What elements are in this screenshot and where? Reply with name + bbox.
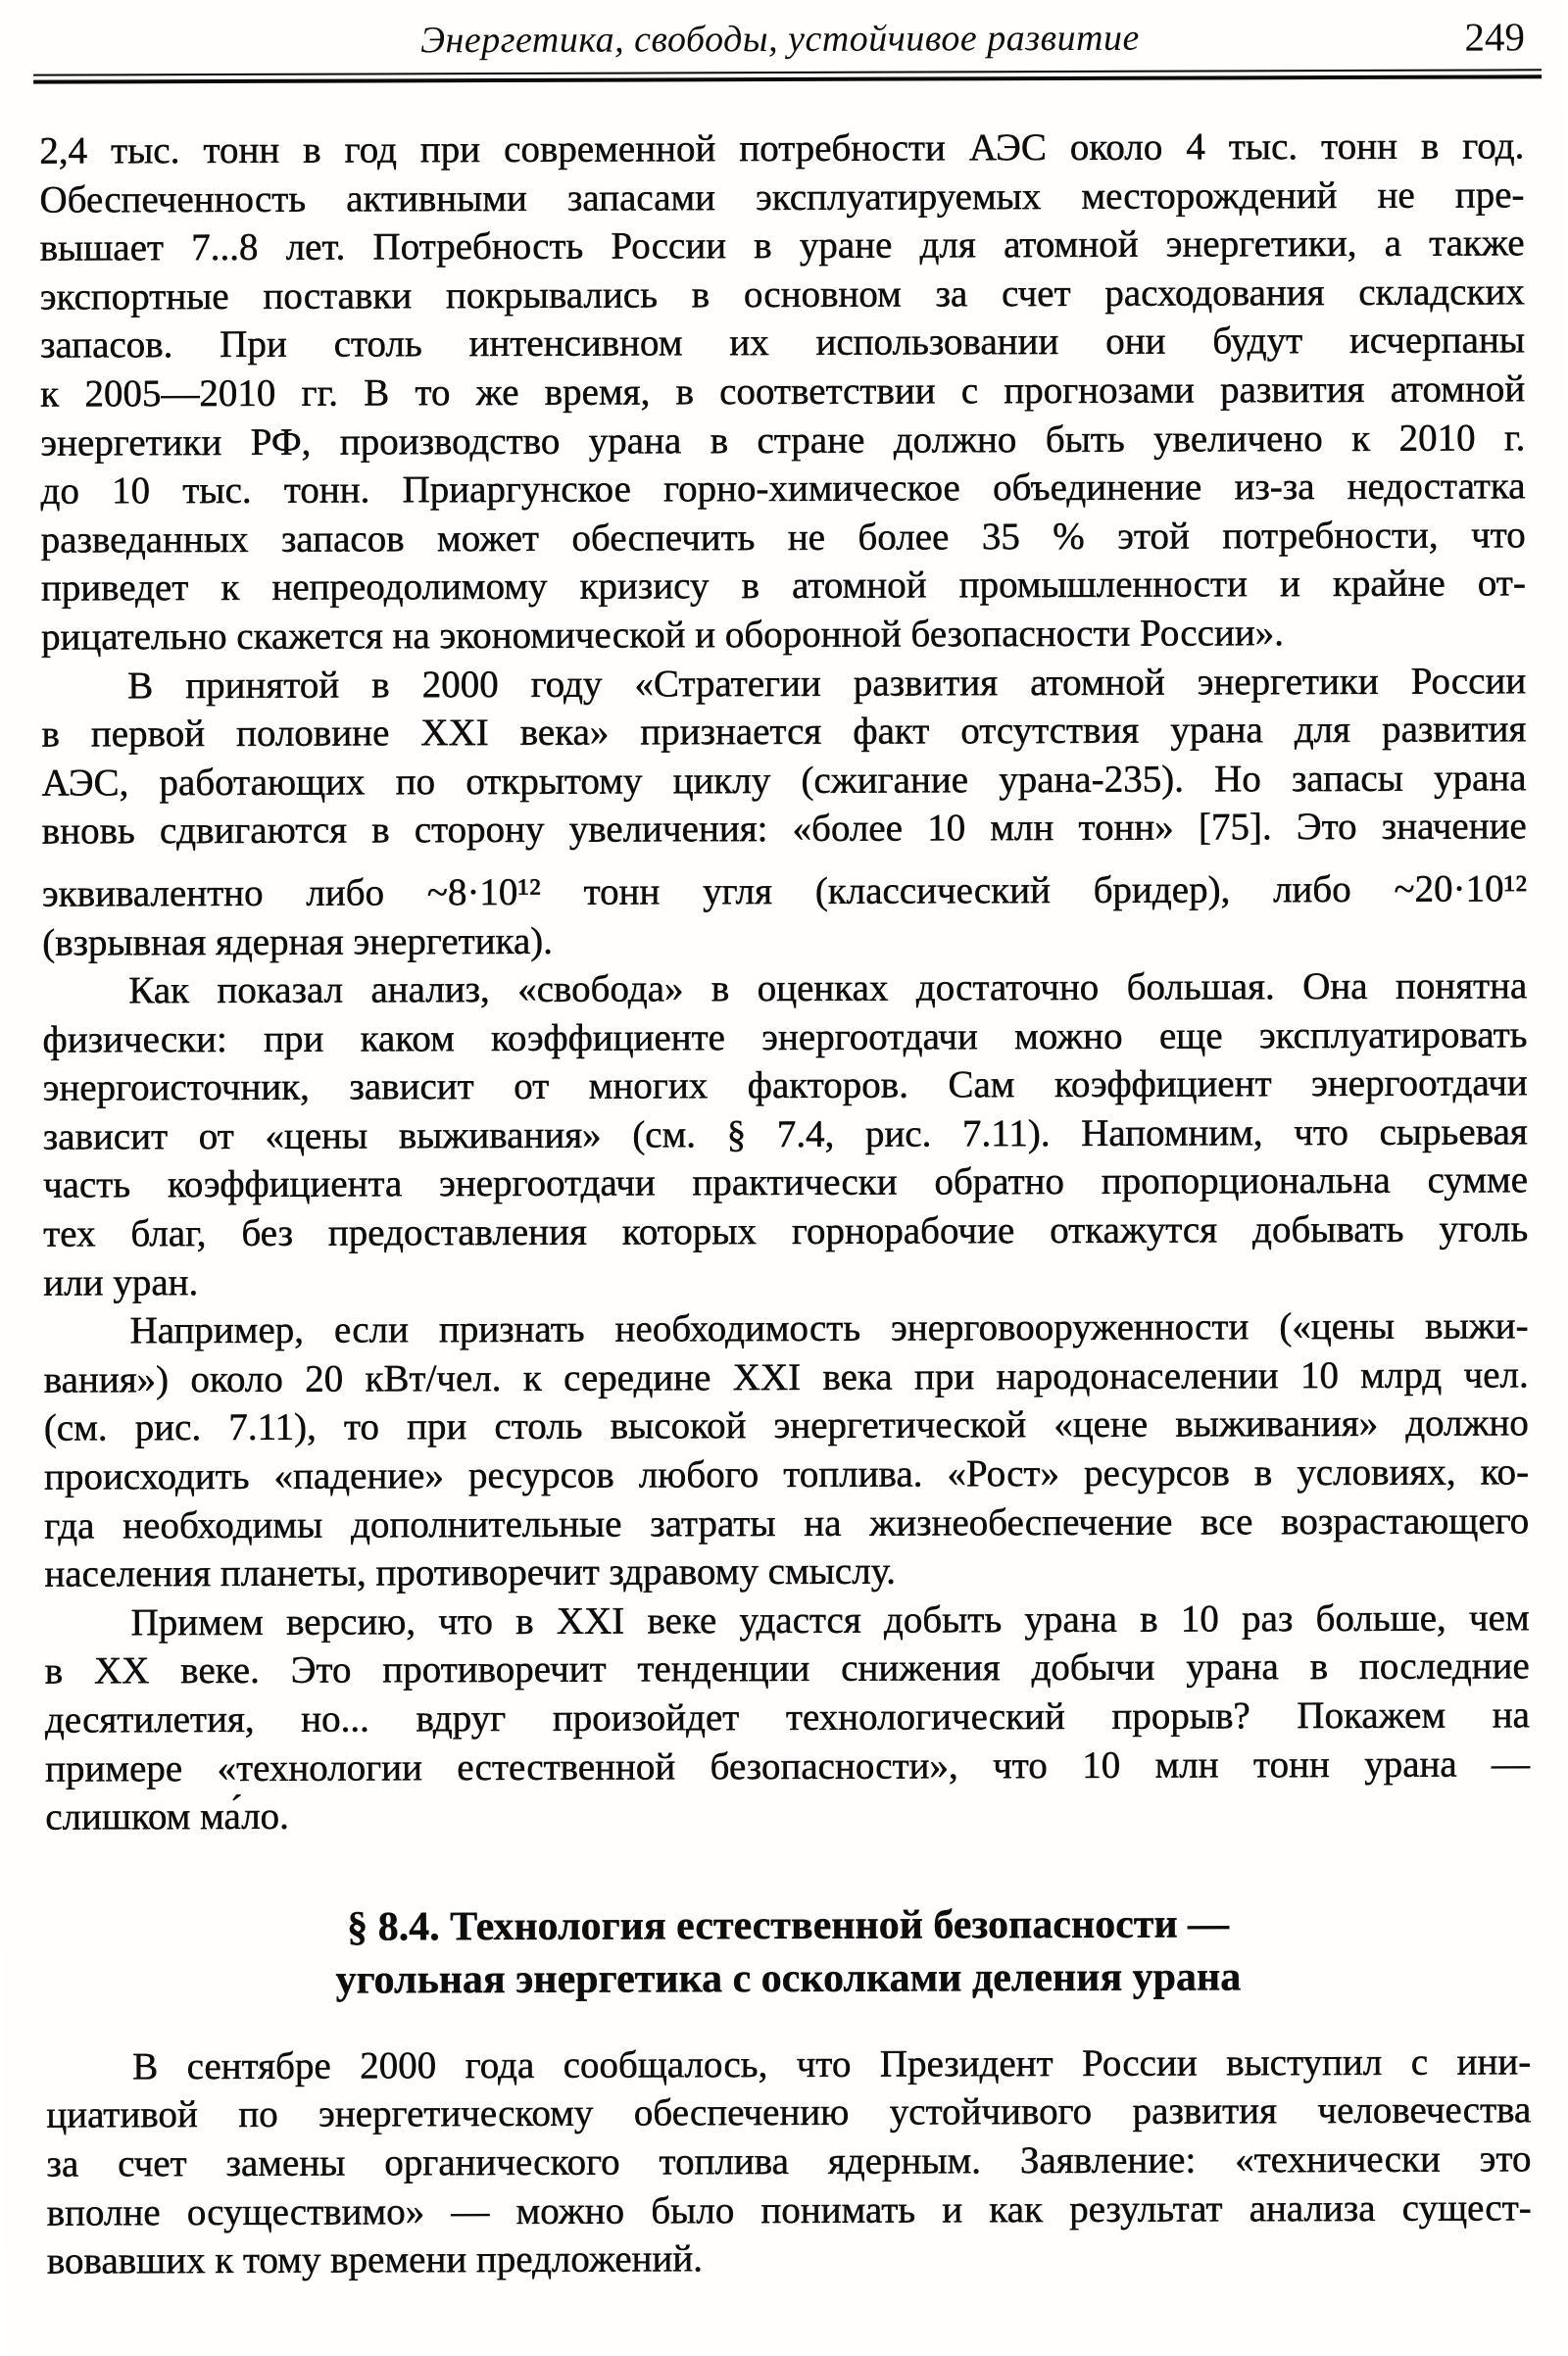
text-line: 2,4 тыс. тонн в год при современной потребности АЭС около 4 тыс. тонн в год. [39, 124, 1525, 172]
text-line: слишком ма́ло. [45, 1794, 289, 1839]
text-line: до 10 тыс. тонн. Приаргунское горно-химическое объединение из-за недостатка [40, 465, 1526, 513]
text-line: Примем версию, что в XXI веке удастся добыть урана в 10 раз больше, чем [130, 1596, 1530, 1644]
text-line: энергетики РФ, производство урана в стране должно быть увеличено к 2010 г. [40, 416, 1526, 465]
text-line: циативой по энергетическому обеспечению устойчивого развития человечества [46, 2088, 1532, 2137]
text-line: гда необходимы дополнительные затраты на жизнеобеспечение все возрастающего [44, 1498, 1530, 1547]
text-line: вовавших к тому времени предложений. [46, 2237, 704, 2282]
section-heading-line-2: угольная энергетика с осколками деления урана [335, 1954, 1242, 2003]
text-line: физически: при каком коэффициенте энергоотдачи можно еще эксплуатировать [42, 1013, 1528, 1061]
text-line: или уран. [43, 1260, 199, 1304]
text-line: вновь сдвигаются в сторону увеличения: «более 10 млн тонн» [75]. Это значение [41, 805, 1527, 853]
running-title: Энергетика, свободы, устойчивое развитие [419, 17, 1140, 62]
text-line: АЭС, работающих по открытому циклу (сжигание урана-235). Но запасы урана [41, 757, 1527, 805]
text-line: населения планеты, противоречит здравому смыслу. [44, 1549, 897, 1595]
text-line: часть коэффициента энергоотдачи практически обратно пропорциональна сумме [42, 1158, 1529, 1207]
text-line: в XX веке. Это противоречит тенденции снижения добычи урана в последние [44, 1644, 1530, 1693]
body-text-block-1 [39, 122, 1530, 1841]
section-heading [46, 1896, 1531, 2007]
text-line: В сентябре 2000 года сообщалось, что Президент России выступил с ини- [132, 2040, 1532, 2088]
header-rule [33, 69, 1542, 83]
text-line: (взрывная ядерная энергетика). [42, 919, 554, 964]
text-line: (см. рис. 7.11), то при столь высокой энергетической «цене выживания» должно [43, 1401, 1529, 1450]
text-line: к 2005—2010 гг. В то же время, в соответствии с прогнозами развития атомной [40, 368, 1526, 416]
text-line: десятилетия, но... вдруг произойдет технологический прорыв? Покажем на [44, 1693, 1530, 1742]
text-line: приведет к непреодолимому кризису в атомной промышленности и крайне от- [40, 562, 1526, 610]
text-line: тех благ, без предоставления которых горнорабочие откажутся добывать уголь [43, 1207, 1529, 1255]
text-line: экспортные поставки покрывались в основном за счет расходования складских [39, 270, 1525, 319]
body-text-block-2 [46, 2037, 1532, 2285]
text-line: вполне осуществимо» — можно было понимать и как результат анализа сущест- [46, 2185, 1532, 2234]
page-number: 249 [1464, 14, 1526, 60]
text-line: В принятой в 2000 году «Стратегии развития атомной энергетики России [127, 659, 1527, 707]
text-line: в первой половине XXI века» признается факт отсутствия урана для развития [41, 708, 1527, 756]
text-line: вания») около 20 кВт/чел. к середине XXI века при народонаселении 10 млрд чел. [43, 1353, 1529, 1401]
text-line: запасов. При столь интенсивном их использовании они будут исчерпаны [39, 319, 1526, 368]
text-line: примере «технологии естественной безопасности», что 10 млн тонн урана — [45, 1742, 1531, 1791]
page-content [39, 122, 1532, 2285]
text-line: вышает 7...8 лет. Потребность России в уране для атомной энергетики, а также [39, 221, 1525, 270]
text-line: Обеспеченность активными запасами эксплуатируемых месторождений не пре- [39, 172, 1525, 221]
text-line: Как показал анализ, «свобода» в оценках достаточно большая. Она понятна [128, 964, 1528, 1012]
text-line: рицательно скажется на экономической и оборонной безопасности России». [40, 612, 1284, 659]
text-line: зависит от «цены выживания» (см. § 7.4, рис. 7.11). Напомним, что сырьевая [42, 1110, 1528, 1158]
text-line: за счет замены органического топлива ядерным. Заявление: «технически это [46, 2137, 1532, 2185]
text-line: эквивалентно либо ~8·10¹² тонн угля (классический бридер), либо ~20·10¹² [41, 867, 1528, 915]
text-line: энергоисточник, зависит от многих факторов. Сам коэффициент энергоотдачи [42, 1061, 1528, 1109]
text-line: происходить «падение» ресурсов любого топлива. «Рост» ресурсов в условиях, ко- [43, 1450, 1530, 1498]
section-heading-line-1: § 8.4. Технология естественной безопасности — [347, 1901, 1230, 1950]
text-line: Например, если признать необходимость энерговооруженности («цены выжи- [129, 1304, 1529, 1352]
text-line: разведанных запасов может обеспечить не более 35 % этой потребности, что [40, 514, 1526, 562]
